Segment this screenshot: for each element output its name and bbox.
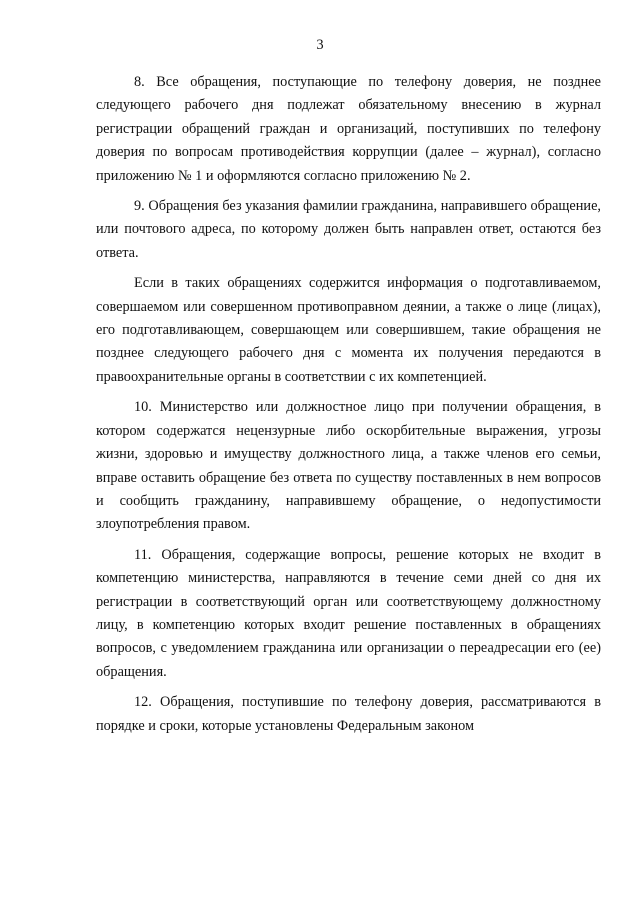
paragraph-item-10: 10. Министерство или должностное лицо при получении обращения, в котором содержатся нецензурные либо оскорбительные выражения, угрозы жизни, здоровью и имуществу должностного лица, а также членов его семьи, вправе оставить обращение без ответа по существу поставленных в нем вопросов и сообщить гражданину, направившему обращение, о недопустимости злоупотребления правом. <box>96 399 601 533</box>
paragraph-item-9: 9. Обращения без указания фамилии гражданина, направившего обращение, или почтового адреса, по которому должен быть направлен ответ, остаются без ответа. <box>96 198 601 261</box>
paragraph-item-8: 8. Все обращения, поступающие по телефону доверия, не позднее следующего рабочего дня подлежат обязательному внесению в журнал регистрации обращений граждан и организаций, поступивших по телефону доверия по вопросам противодействия коррупции (далее – журнал), согласно приложению № 1 и оформляются согласно приложению № 2. <box>96 74 601 184</box>
document-body <box>96 71 601 738</box>
paragraph-item-12: 12. Обращения, поступившие по телефону доверия, рассматриваются в порядке и сроки, которые установлены Федеральным законом <box>96 694 601 734</box>
page-number: 3 <box>316 37 324 53</box>
paragraph-item-11: 11. Обращения, содержащие вопросы, решение которых не входит в компетенцию министерства, направляются в течение семи дней со дня их регистрации в соответствующий орган или соответствующему должностному лицу, в компетенцию которых входит решение поставленных в обращениях вопросов, с уведомлением гражданина или организации о переадресации его (ее) обращения. <box>96 546 601 680</box>
paragraph-item-9-continuation: Если в таких обращениях содержится информация о подготавливаемом, совершаемом или совершенном противоправном деянии, а также о лице (лицах), его подготавливающем, совершающем или совершившем, такие обращения не позднее следующего рабочего дня с момента их получения передаются в правоохранительные органы в соответствии с их компетенцией. <box>96 275 601 385</box>
